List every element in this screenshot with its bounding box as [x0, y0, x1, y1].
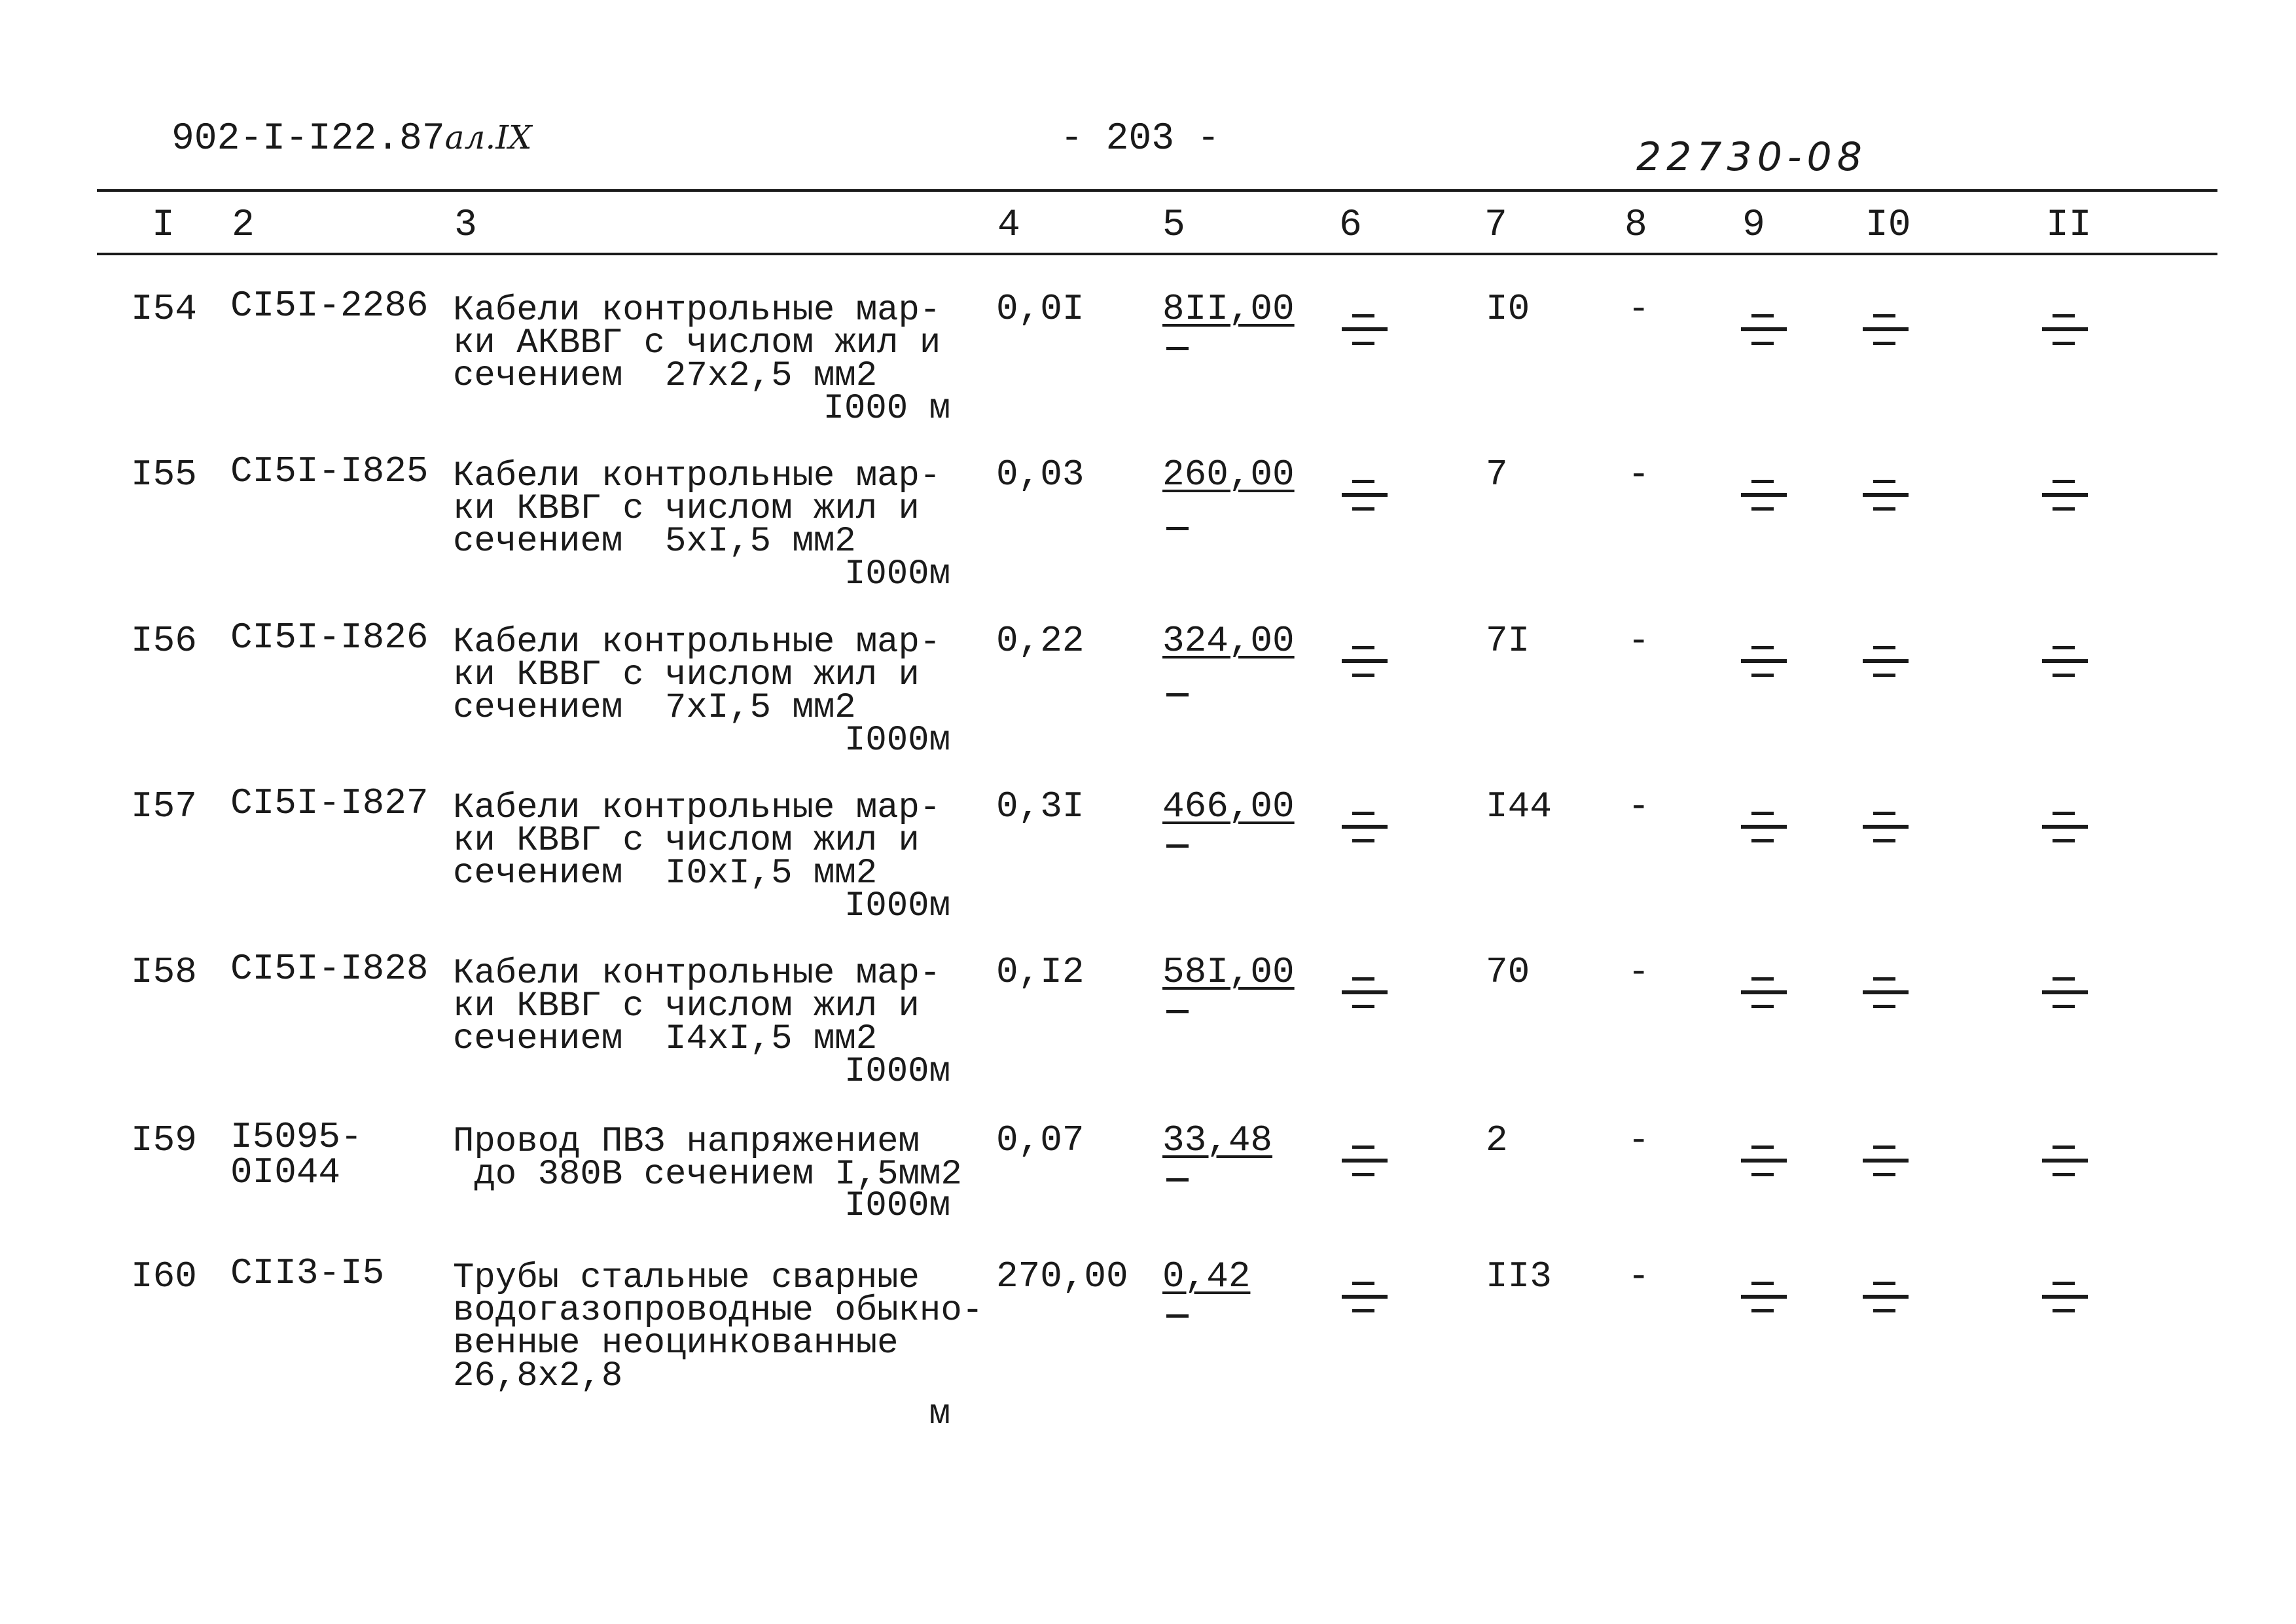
quantity: 0,03	[996, 454, 1085, 496]
table-row	[0, 617, 2296, 784]
column-header-2: 2	[232, 204, 255, 247]
column-9-fraction-dash	[1741, 971, 1787, 1010]
row-number: I55	[131, 454, 197, 496]
unit-of-measure: I000м	[844, 1186, 950, 1226]
column-6-fraction-dash	[1342, 308, 1388, 347]
column-9-fraction-dash	[1741, 1275, 1787, 1314]
column-9-fraction-dash	[1741, 308, 1787, 347]
unit-price-value: 466,00	[1162, 785, 1295, 827]
column-11-fraction-dash	[2042, 473, 2088, 513]
unit-price-value: 324,00	[1162, 620, 1295, 662]
column-header-10: I0	[1865, 204, 1911, 247]
row-number: I57	[131, 785, 197, 827]
column-header-8: 8	[1624, 204, 1647, 247]
header-rule-top	[97, 189, 2217, 192]
unit-of-measure: I000 м	[823, 389, 950, 429]
unit-price-denominator-dash	[1166, 347, 1189, 350]
column-header-7: 7	[1484, 204, 1507, 247]
column-6-fraction-dash	[1342, 1275, 1388, 1314]
quantity: 0,0I	[996, 288, 1085, 330]
column-6-fraction-dash	[1342, 805, 1388, 844]
unit-price-value: 0,42	[1162, 1255, 1251, 1297]
quantity: 0,07	[996, 1119, 1085, 1161]
total-cost: I44	[1486, 785, 1552, 827]
item-description: Трубы стальные сварные водогазопроводные обыкно- венные неоцинкованные 26,8х2,8	[453, 1258, 984, 1396]
price-code: CII3-I5	[230, 1252, 385, 1294]
row-number: I60	[131, 1255, 197, 1297]
table-row	[0, 450, 2296, 617]
column-8-value: -	[1628, 454, 1650, 496]
page-number: - 203 -	[1060, 118, 1220, 160]
column-8-value: -	[1628, 288, 1650, 330]
total-cost: I0	[1486, 288, 1530, 330]
document-code-number: 902-I-I22.87	[171, 118, 445, 160]
unit-price	[1162, 1119, 1272, 1161]
total-cost: 7	[1486, 454, 1508, 496]
column-header-6: 6	[1339, 204, 1362, 247]
table-row	[0, 782, 2296, 949]
column-8-value: -	[1628, 1119, 1650, 1161]
column-6-fraction-dash	[1342, 1139, 1388, 1178]
column-6-fraction-dash	[1342, 473, 1388, 513]
row-number: I56	[131, 620, 197, 662]
quantity: 0,22	[996, 620, 1085, 662]
column-10-fraction-dash	[1863, 805, 1909, 844]
table-row	[0, 1252, 2296, 1434]
total-cost: 70	[1486, 951, 1530, 993]
column-11-fraction-dash	[2042, 971, 2088, 1010]
row-number: I58	[131, 951, 197, 993]
column-header-5: 5	[1162, 204, 1185, 247]
column-8-value: -	[1628, 620, 1650, 662]
column-8-value: -	[1628, 951, 1650, 993]
unit-price	[1162, 454, 1295, 496]
column-11-fraction-dash	[2042, 640, 2088, 679]
unit-price	[1162, 288, 1295, 330]
album-number: ал.IX	[444, 118, 532, 156]
total-cost: 2	[1486, 1119, 1508, 1161]
column-10-fraction-dash	[1863, 640, 1909, 679]
column-9-fraction-dash	[1741, 1139, 1787, 1178]
column-11-fraction-dash	[2042, 1139, 2088, 1178]
table-row	[0, 285, 2296, 452]
column-11-fraction-dash	[2042, 1275, 2088, 1314]
total-cost: II3	[1486, 1255, 1552, 1297]
total-cost: 7I	[1486, 620, 1530, 662]
column-6-fraction-dash	[1342, 971, 1388, 1010]
header-rule-bottom	[97, 253, 2217, 255]
column-6-fraction-dash	[1342, 640, 1388, 679]
unit-of-measure: I000м	[844, 886, 950, 926]
column-10-fraction-dash	[1863, 308, 1909, 347]
quantity: 0,3I	[996, 785, 1085, 827]
column-10-fraction-dash	[1863, 1275, 1909, 1314]
price-code: CI5I-2286	[230, 285, 429, 327]
quantity: 270,00	[996, 1255, 1128, 1297]
column-9-fraction-dash	[1741, 473, 1787, 513]
column-11-fraction-dash	[2042, 308, 2088, 347]
unit-price-value: 58I,00	[1162, 951, 1295, 993]
unit-price-denominator-dash	[1166, 1314, 1189, 1318]
item-description: Провод ПВЗ напряжением до 380В сечением I,5мм2	[453, 1122, 962, 1195]
item-description: Кабели контрольные мар- ки КВВГ с числом жил и сечением I0хI,5 мм2	[453, 788, 941, 893]
unit-of-measure: м	[929, 1394, 950, 1434]
unit-price-denominator-dash	[1166, 1178, 1189, 1182]
price-code: CI5I-I828	[230, 948, 429, 990]
column-10-fraction-dash	[1863, 971, 1909, 1010]
table-row	[0, 948, 2296, 1115]
price-code: I5095- 0I044	[230, 1116, 363, 1193]
column-header-9: 9	[1742, 204, 1765, 247]
item-description: Кабели контрольные мар- ки АКВВГ с числом жил и сечением 27х2,5 мм2	[453, 291, 941, 396]
unit-price-denominator-dash	[1166, 527, 1189, 530]
unit-price-value: 8II,00	[1162, 288, 1295, 330]
column-9-fraction-dash	[1741, 805, 1787, 844]
item-description: Кабели контрольные мар- ки КВВГ с числом жил и сечением I4хI,5 мм2	[453, 954, 941, 1059]
column-8-value: -	[1628, 785, 1650, 827]
column-10-fraction-dash	[1863, 473, 1909, 513]
unit-price	[1162, 620, 1295, 662]
unit-price-denominator-dash	[1166, 844, 1189, 848]
archive-number: 22730-08	[1636, 134, 1867, 180]
price-code: CI5I-I825	[230, 450, 429, 492]
column-header-3: 3	[454, 204, 477, 247]
column-11-fraction-dash	[2042, 805, 2088, 844]
unit-price	[1162, 785, 1295, 827]
unit-of-measure: I000м	[844, 1052, 950, 1092]
quantity: 0,I2	[996, 951, 1085, 993]
unit-of-measure: I000м	[844, 554, 950, 594]
unit-price-denominator-dash	[1166, 1010, 1189, 1013]
column-9-fraction-dash	[1741, 640, 1787, 679]
row-number: I59	[131, 1119, 197, 1161]
column-10-fraction-dash	[1863, 1139, 1909, 1178]
unit-of-measure: I000м	[844, 721, 950, 761]
row-number: I54	[131, 288, 197, 330]
document-code	[171, 118, 532, 160]
column-header-1: I	[152, 204, 175, 247]
unit-price-value: 33,48	[1162, 1119, 1273, 1161]
column-header-11: II	[2046, 204, 2092, 247]
unit-price	[1162, 1255, 1250, 1297]
unit-price-value: 260,00	[1162, 454, 1295, 496]
column-8-value: -	[1628, 1255, 1650, 1297]
price-code: CI5I-I826	[230, 617, 429, 659]
unit-price	[1162, 951, 1295, 993]
item-description: Кабели контрольные мар- ки КВВГ с числом жил и сечением 7хI,5 мм2	[453, 623, 941, 728]
unit-price-denominator-dash	[1166, 693, 1189, 696]
column-header-4: 4	[997, 204, 1020, 247]
item-description: Кабели контрольные мар- ки КВВГ с числом жил и сечением 5хI,5 мм2	[453, 456, 941, 562]
price-code: CI5I-I827	[230, 782, 429, 824]
